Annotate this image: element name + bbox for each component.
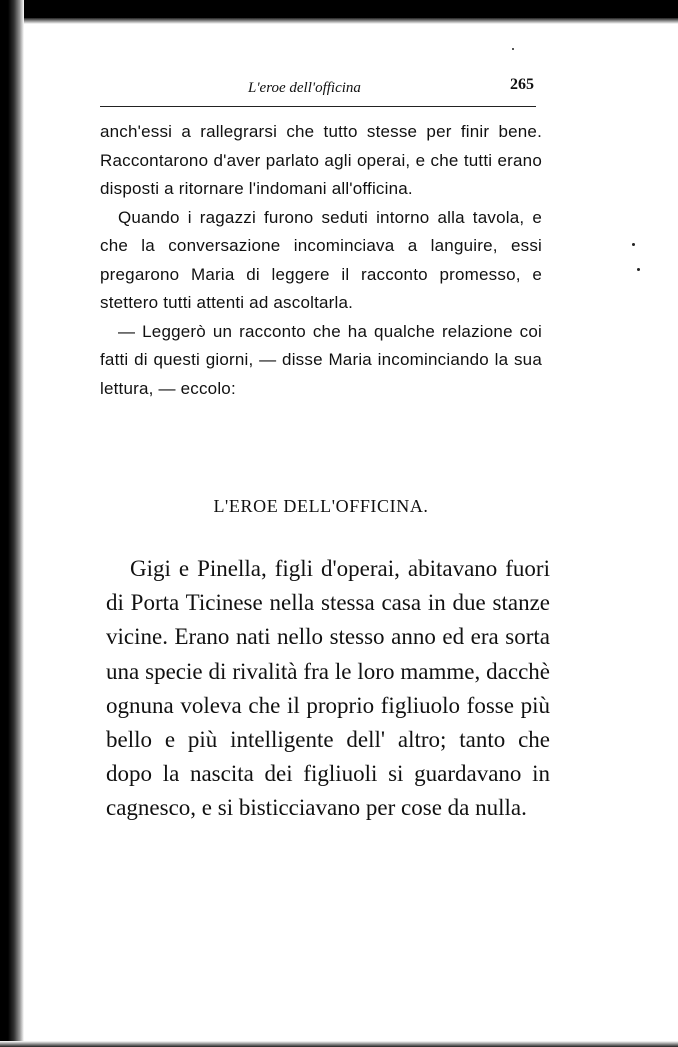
intro-paragraph: anch'essi a rallegrarsi che tutto stesse per finir bene. Raccontarono d'aver parlato agli operai, e che tutti erano disposti a ritornare l'indomani all'officina. [100, 122, 542, 198]
section-title: L'EROE DELL'OFFICINA. [213, 496, 429, 516]
intro-paragraph: Quando i ragazzi furono seduti intorno alla tavola, e che la conversazione incominciava a languire, essi pregarono Maria di leggere il racconto promesso, e stettero tutti attenti ad ascoltarla. [100, 207, 542, 312]
page-number: 265 [510, 76, 534, 93]
intro-text [100, 118, 542, 403]
running-head [100, 76, 536, 107]
story-paragraph: Gigi e Pinella, figli d'operai, abitavano fuori di Porta Ticinese nella stessa casa in due stanze vicine. Erano nati nello stesso anno ed era sorta una specie di rivalità fra le loro mamme, dacchè ognuna voleva che il proprio figliuolo fosse più bello e più intelligente dell' altro; tanto che dopo la nascita dei figliuoli si guardavano in cagnesco, e si bisticciavano per cose da nulla. [106, 556, 550, 821]
story-text [106, 552, 550, 826]
intro-paragraph: — Leggerò un racconto che ha qualche relazione coi fatti di questi giorni, — disse Maria incominciando la sua lettura, — eccolo: [100, 321, 542, 398]
running-title: L'eroe dell'officina [248, 80, 361, 96]
